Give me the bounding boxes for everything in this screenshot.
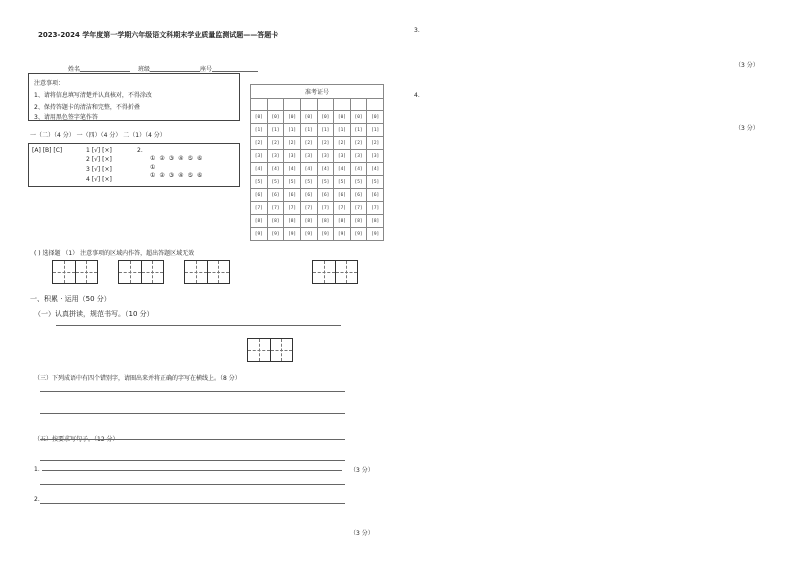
judge-row-2[interactable]: 2 [√] [×]	[86, 156, 112, 163]
seat-label: 座号	[200, 66, 213, 73]
question-number-3: 3.	[414, 27, 420, 34]
answer-line[interactable]	[40, 460, 345, 461]
exam-id-bubble[interactable]: [0]	[267, 111, 284, 124]
exam-id-bubble[interactable]: [0]	[334, 111, 351, 124]
q2-number: 2.	[137, 147, 143, 154]
exam-id-bubble[interactable]: [7]	[251, 202, 268, 215]
exam-id-bubble[interactable]: [6]	[267, 189, 284, 202]
exam-id-bubble[interactable]: [9]	[350, 228, 367, 241]
exam-id-bubble[interactable]: [7]	[267, 202, 284, 215]
exam-id-grid	[250, 84, 384, 241]
exam-id-bubble[interactable]: [4]	[334, 163, 351, 176]
question-pinyin: （一）认真拼读，规范书写。（10 分）	[34, 310, 154, 318]
exam-id-bubble[interactable]: [2]	[317, 137, 334, 150]
exam-id-bubble[interactable]: [0]	[350, 111, 367, 124]
exam-id-bubble[interactable]: [2]	[284, 137, 301, 150]
exam-id-bubble[interactable]: [5]	[284, 176, 301, 189]
score-line: 一（二）（4 分） 一（四）（4 分） 二（1）（4 分）	[30, 132, 166, 139]
exam-id-bubble[interactable]: [3]	[350, 150, 367, 163]
exam-id-bubble[interactable]: [9]	[284, 228, 301, 241]
exam-id-bubble[interactable]: [1]	[367, 124, 384, 137]
writing-grid[interactable]	[247, 338, 293, 362]
exam-id-bubble[interactable]: [1]	[267, 124, 284, 137]
exam-id-bubble[interactable]: [5]	[300, 176, 317, 189]
writing-grid[interactable]	[312, 260, 358, 284]
sentence-number-2: 2.	[34, 496, 40, 503]
exam-id-bubble[interactable]: [0]	[251, 111, 268, 124]
exam-id-bubble[interactable]: [7]	[284, 202, 301, 215]
exam-id-bubble[interactable]: [8]	[367, 215, 384, 228]
exam-id-bubble[interactable]: [4]	[284, 163, 301, 176]
exam-id-bubble[interactable]: [2]	[350, 137, 367, 150]
exam-id-digit-box[interactable]	[350, 99, 367, 111]
exam-id-bubble[interactable]: [1]	[317, 124, 334, 137]
exam-id-bubble[interactable]: [9]	[367, 228, 384, 241]
exam-id-bubble[interactable]: [8]	[251, 215, 268, 228]
exam-id-bubble[interactable]: [3]	[367, 150, 384, 163]
exam-id-bubble[interactable]: [6]	[367, 189, 384, 202]
exam-id-bubble[interactable]: [1]	[284, 124, 301, 137]
exam-id-bubble[interactable]: [8]	[334, 215, 351, 228]
circle-row-2[interactable]: ①	[150, 164, 156, 171]
exam-id-bubble[interactable]: [2]	[267, 137, 284, 150]
answer-line[interactable]	[40, 413, 345, 414]
question-sentence: （五）按要求写句子。（12 分）	[34, 436, 119, 443]
exam-id-bubble[interactable]: [5]	[251, 176, 268, 189]
exam-id-digit-box[interactable]	[251, 99, 268, 111]
exam-id-bubble[interactable]: [8]	[300, 215, 317, 228]
answer-line[interactable]	[42, 470, 342, 471]
exam-id-bubble[interactable]: [1]	[300, 124, 317, 137]
exam-id-digit-box[interactable]	[300, 99, 317, 111]
exam-id-digit-box[interactable]	[317, 99, 334, 111]
exam-id-bubble[interactable]: [4]	[300, 163, 317, 176]
exam-id-bubble[interactable]: [6]	[284, 189, 301, 202]
score-label: （3 分）	[350, 530, 374, 537]
exam-id-bubble[interactable]: [8]	[350, 215, 367, 228]
answer-line[interactable]	[40, 484, 345, 485]
answer-line[interactable]	[40, 439, 345, 440]
exam-id-bubble[interactable]: [7]	[367, 202, 384, 215]
exam-id-bubble[interactable]: [9]	[300, 228, 317, 241]
exam-id-bubble[interactable]: [8]	[267, 215, 284, 228]
exam-id-bubble[interactable]: [6]	[317, 189, 334, 202]
seat-field[interactable]	[212, 71, 258, 72]
sentence-number-1: 1．	[34, 466, 44, 473]
notice-item-2: 2、保持答题卡的清洁和完整，不得折叠	[34, 104, 140, 111]
select-line: ( ) 选择题 （1） 注意事项的区域内作答，超出答题区域无效	[34, 250, 195, 257]
exam-id-digit-box[interactable]	[267, 99, 284, 111]
exam-id-bubble[interactable]: [3]	[334, 150, 351, 163]
exam-id-bubble[interactable]: [5]	[317, 176, 334, 189]
exam-id-bubble[interactable]: [9]	[251, 228, 268, 241]
exam-id-bubble[interactable]: [6]	[350, 189, 367, 202]
exam-id-bubble[interactable]: [0]	[284, 111, 301, 124]
section-heading: 一、积累 · 运用（50 分）	[30, 295, 111, 303]
exam-id-bubble[interactable]: [2]	[334, 137, 351, 150]
exam-id-bubble[interactable]: [3]	[251, 150, 268, 163]
exam-id-bubble[interactable]: [5]	[367, 176, 384, 189]
question-number-4: 4.	[414, 92, 420, 99]
class-label: 班级	[138, 66, 151, 73]
exam-id-bubble[interactable]: [3]	[267, 150, 284, 163]
exam-id-bubble[interactable]: [2]	[367, 137, 384, 150]
score-label: （3 分）	[735, 62, 759, 69]
abc-options[interactable]: [A] [B] [C]	[32, 147, 63, 154]
exam-id-bubble[interactable]: [5]	[350, 176, 367, 189]
page-title: 2023-2024 学年度第一学期六年级语文科期末学业质量监测试题——答题卡	[38, 31, 279, 39]
notice-item-1: 1、请将信息填写清楚并认真核对，不得涂改	[34, 92, 152, 99]
exam-id-label: 准考证号	[251, 85, 384, 99]
score-label: （3 分）	[735, 125, 759, 132]
exam-id-bubble[interactable]: [5]	[334, 176, 351, 189]
exam-id-bubble[interactable]: [3]	[317, 150, 334, 163]
score-label: （3 分）	[350, 467, 374, 474]
judge-row-4[interactable]: 4 [√] [×]	[86, 176, 112, 183]
exam-id-bubble[interactable]: [4]	[317, 163, 334, 176]
question-typo: （三）下列成语中有四个错别字，请圈出来并将正确的字写在横线上。（8 分）	[34, 375, 241, 382]
exam-id-bubble[interactable]: [1]	[334, 124, 351, 137]
circle-row-1[interactable]: ① ② ③ ④ ⑤ ⑥	[150, 155, 203, 162]
exam-id-bubble[interactable]: [4]	[267, 163, 284, 176]
name-label: 姓名	[68, 66, 81, 73]
exam-id-bubble[interactable]: [7]	[350, 202, 367, 215]
exam-id-bubble[interactable]: [6]	[334, 189, 351, 202]
exam-id-bubble[interactable]: [2]	[251, 137, 268, 150]
exam-id-digit-box[interactable]	[334, 99, 351, 111]
circle-row-3[interactable]: ① ② ③ ④ ⑤ ⑥	[150, 172, 203, 179]
exam-id-bubble[interactable]: [9]	[334, 228, 351, 241]
answer-line[interactable]	[40, 503, 345, 504]
exam-id-bubble[interactable]: [0]	[367, 111, 384, 124]
exam-id-bubble[interactable]: [4]	[350, 163, 367, 176]
exam-id-bubble[interactable]: [1]	[350, 124, 367, 137]
writing-grid[interactable]	[52, 260, 98, 284]
notice-heading: 注意事项：	[34, 80, 65, 87]
exam-id-bubble[interactable]: [7]	[334, 202, 351, 215]
exam-id-digit-box[interactable]	[284, 99, 301, 111]
exam-id-bubble[interactable]: [4]	[251, 163, 268, 176]
exam-id-bubble[interactable]: [6]	[251, 189, 268, 202]
exam-id-bubble[interactable]: [8]	[284, 215, 301, 228]
exam-id-bubble[interactable]: [5]	[267, 176, 284, 189]
name-field[interactable]	[80, 71, 130, 72]
exam-id-bubble[interactable]: [0]	[317, 111, 334, 124]
exam-id-bubble[interactable]: [8]	[317, 215, 334, 228]
notice-item-3: 3、请用黑色签字笔作答	[34, 114, 98, 121]
writing-grid[interactable]	[118, 260, 164, 284]
exam-id-bubble[interactable]: [4]	[367, 163, 384, 176]
writing-grid[interactable]	[184, 260, 230, 284]
exam-id-bubble[interactable]: [7]	[300, 202, 317, 215]
exam-id-bubble[interactable]: [7]	[317, 202, 334, 215]
exam-id-bubble[interactable]: [9]	[267, 228, 284, 241]
exam-id-bubble[interactable]: [3]	[300, 150, 317, 163]
pinyin-line	[56, 325, 341, 326]
judge-row-3[interactable]: 3 [√] [×]	[86, 166, 112, 173]
exam-id-digit-box[interactable]	[367, 99, 384, 111]
exam-id-bubble[interactable]: [6]	[300, 189, 317, 202]
exam-id-bubble[interactable]: [1]	[251, 124, 268, 137]
answer-line[interactable]	[40, 391, 345, 392]
class-field[interactable]	[150, 71, 200, 72]
exam-id-bubble[interactable]: [0]	[300, 111, 317, 124]
exam-id-bubble[interactable]: [2]	[300, 137, 317, 150]
judge-row-1[interactable]: 1 [√] [×]	[86, 147, 112, 154]
exam-id-bubble[interactable]: [3]	[284, 150, 301, 163]
exam-id-bubble[interactable]: [9]	[317, 228, 334, 241]
